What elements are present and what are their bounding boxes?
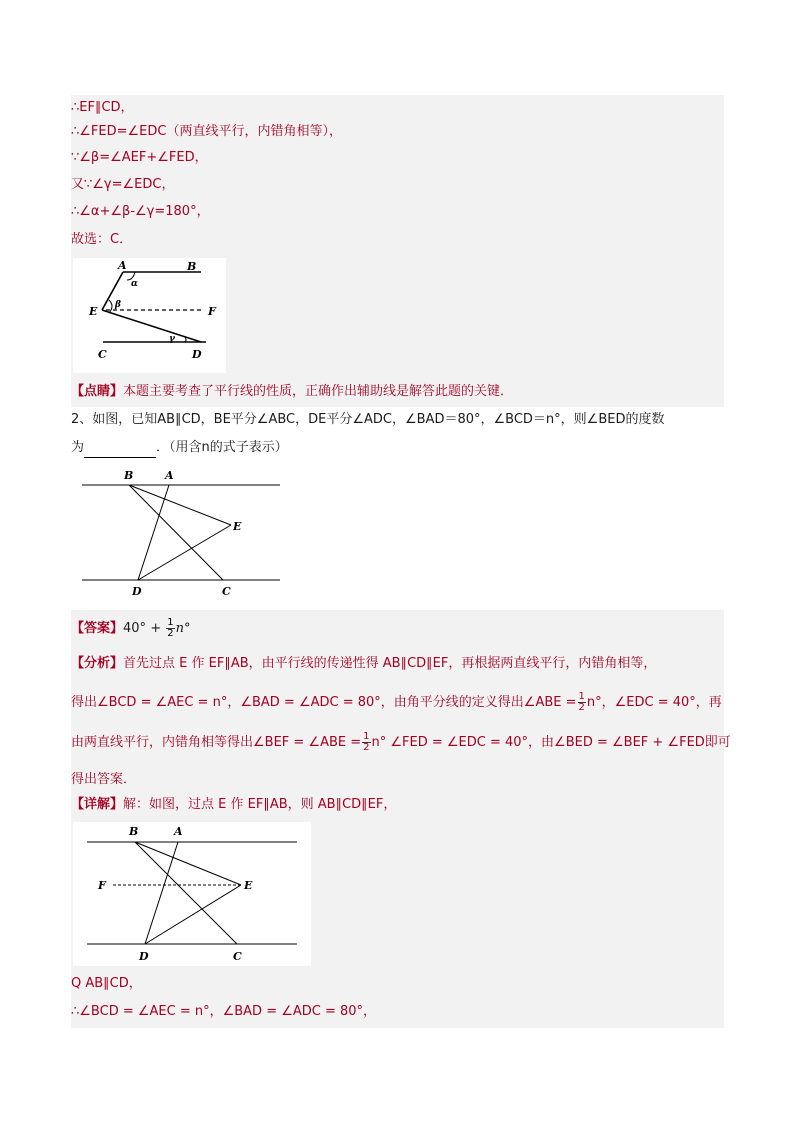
fig1-label-gamma: γ <box>169 334 175 344</box>
figure-parallel-lines-1 <box>73 258 226 373</box>
answer-value-prefix: 40° + <box>123 621 166 636</box>
answer-value-suffix: n° <box>175 621 191 636</box>
after-figure-line-2: ∴∠BCD = ∠AEC = n°，∠BAD = ∠ADC = 80°， <box>71 1004 377 1019</box>
fig1-label-e: E <box>89 305 98 318</box>
answer-tag: 【答案】 <box>71 621 124 636</box>
analysis-fraction-2-numerator: 1 <box>363 731 370 742</box>
analysis-text-2a: 得出∠BCD = ∠AEC = n°，∠BAD = ∠ADC = 80°，由角平分线的定义得出∠ABE = <box>71 695 577 710</box>
analysis-fraction-1 <box>578 692 586 713</box>
fig1-label-a: A <box>118 259 127 272</box>
fig3-label-c: C <box>233 950 242 963</box>
fig1-label-d: D <box>192 348 202 361</box>
question-prefix: 为 <box>71 440 85 455</box>
proof-line-5: ∴∠α+∠β-∠γ=180°， <box>71 204 210 219</box>
proof-line-2: ∴∠FED=∠EDC（两直线平行，内错角相等）， <box>71 124 342 139</box>
analysis-tag: 【分析】 <box>71 656 124 671</box>
fig2-label-d: D <box>132 585 142 598</box>
analysis-text-1: 首先过点 E 作 EF∥AB，由平行线的传递性得 AB∥CD∥EF，再根据两直线平行，内错角相等， <box>123 656 657 671</box>
analysis-text-3a: 由两直线平行，内错角相等得出∠BEF = ∠ABE = <box>71 735 362 750</box>
figure-question-2 <box>76 466 282 598</box>
comment-tag: 【点睛】 <box>71 384 124 399</box>
proof-line-4: 又∵∠γ=∠EDC， <box>71 177 175 192</box>
solution-continuation-block <box>71 95 724 407</box>
comment-line <box>71 382 513 402</box>
fig3-label-a: A <box>174 825 183 838</box>
analysis-text-2b: n°，∠EDC = 40°，再 <box>586 695 722 710</box>
analysis-fraction-1-denominator: 2 <box>578 702 585 713</box>
fig3-label-d: D <box>139 950 149 963</box>
fig3-label-e: E <box>244 879 253 892</box>
fig2-label-e: E <box>233 520 242 533</box>
analysis-fraction-2 <box>362 732 370 753</box>
after-figure-line-1: Q AB∥CD， <box>71 976 142 991</box>
analysis-line-4: 得出答案． <box>71 772 137 787</box>
fig1-label-b: B <box>187 260 197 273</box>
analysis-line-2 <box>71 690 722 716</box>
detail-line <box>71 795 396 815</box>
question-suffix: ．（用含n的式子表示） <box>156 440 288 455</box>
fig1-label-alpha: α <box>131 279 138 289</box>
fig1-label-c: C <box>98 348 107 361</box>
answer-fraction <box>166 618 174 639</box>
fig2-label-a: A <box>165 469 174 482</box>
analysis-fraction-2-denominator: 2 <box>363 742 370 753</box>
analysis-text-3b: n° ∠FED = ∠EDC = 40°，由∠BED = ∠BEF + ∠FED即可 <box>371 735 731 750</box>
proof-line-6: 故选：C． <box>71 232 133 247</box>
detail-text: 解：如图，过点 E 作 EF∥AB，则 AB∥CD∥EF， <box>123 797 397 812</box>
analysis-line-3 <box>71 730 731 756</box>
answer-analysis-block <box>71 610 731 1028</box>
answer-line <box>71 616 190 642</box>
question-line-1: 2、如图，已知AB∥CD，BE平分∠ABC，DE平分∠ADC，∠BAD＝80°，∠BCD＝n°，则∠BED的度数 <box>71 412 665 427</box>
fig1-label-f: F <box>208 305 216 318</box>
fig2-label-c: C <box>222 585 231 598</box>
detail-tag: 【详解】 <box>71 797 124 812</box>
answer-blank <box>84 443 156 458</box>
analysis-line-1 <box>71 654 656 674</box>
proof-line-1: ∴EF∥CD， <box>71 100 134 115</box>
fig3-label-b: B <box>129 825 139 838</box>
answer-fraction-numerator: 1 <box>167 617 174 628</box>
fig2-label-b: B <box>124 469 134 482</box>
answer-fraction-denominator: 2 <box>167 628 174 639</box>
analysis-fraction-1-numerator: 1 <box>578 691 585 702</box>
proof-line-3: ∵∠β=∠AEF+∠FED， <box>71 150 208 165</box>
figure-detail <box>73 822 311 966</box>
fig3-label-f: F <box>98 879 106 892</box>
comment-text: 本题主要考查了平行线的性质，正确作出辅助线是解答此题的关键． <box>123 384 514 399</box>
fig1-label-beta: β <box>115 300 121 310</box>
question-line-2 <box>71 438 288 458</box>
